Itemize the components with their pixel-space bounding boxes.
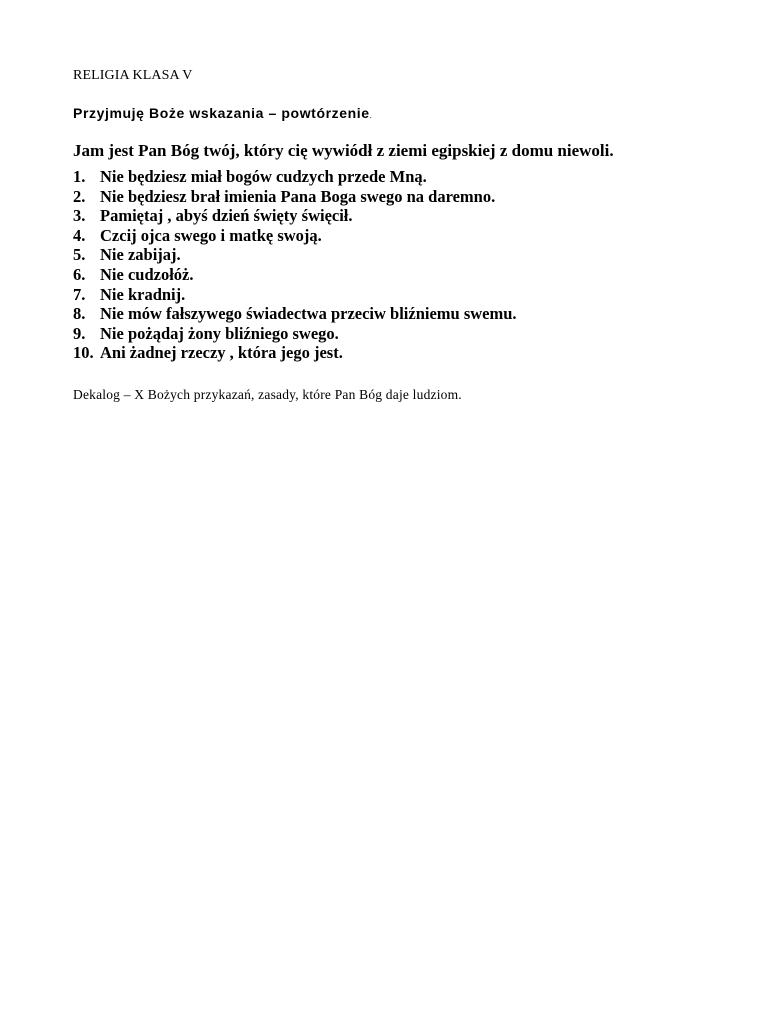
commandment-text: Nie zabijaj. [100,245,181,265]
commandment-item [73,343,517,363]
commandment-item [73,187,517,207]
commandment-number: 4. [73,225,86,245]
commandment-number: 9. [73,323,86,343]
commandment-number: 8. [73,304,86,324]
dekalog-definition: Dekalog – X Bożych przykazań, zasady, które Pan Bóg daje ludziom. [73,387,462,402]
lesson-title-trail: . [369,111,372,120]
commandment-item [73,206,517,226]
lesson-title [73,104,372,125]
commandment-text: Ani żadnej rzeczy , która jego jest. [100,343,343,363]
commandment-number: 10. [73,343,94,363]
document-header: RELIGIA KLASA V [73,68,193,83]
commandment-number: 2. [73,186,86,206]
lesson-title-text: Przyjmuję Boże wskazania – powtórzenie [73,105,370,121]
commandment-item [73,324,517,344]
commandment-item [73,285,517,305]
commandment-number: 7. [73,284,86,304]
commandment-text: Nie będziesz brał imienia Pana Boga swego na daremno. [100,186,496,206]
commandment-item [73,226,517,246]
commandment-item [73,265,517,285]
commandment-number: 3. [73,206,86,226]
commandment-number: 6. [73,264,86,284]
commandment-text: Pamiętaj , abyś dzień święty święcił. [100,206,353,226]
commandment-text: Czcij ojca swego i matkę swoją. [100,225,322,245]
commandment-text: Nie cudzołóż. [100,264,194,284]
commandment-number: 5. [73,245,86,265]
commandment-text: Nie pożądaj żony bliźniego swego. [100,323,339,343]
commandment-number: 1. [73,167,86,186]
commandment-item [73,245,517,265]
commandment-item [73,167,517,187]
commandment-text: Nie kradnij. [100,284,186,304]
commandment-item [73,304,517,324]
commandment-text: Nie będziesz miał bogów cudzych przede Mną. [100,167,427,186]
intro-line: Jam jest Pan Bóg twój, który cię wywiódł z ziemi egipskiej z domu niewoli. [73,141,614,160]
commandments-list [73,167,517,363]
commandment-text: Nie mów fałszywego świadectwa przeciw bliźniemu swemu. [100,304,517,324]
